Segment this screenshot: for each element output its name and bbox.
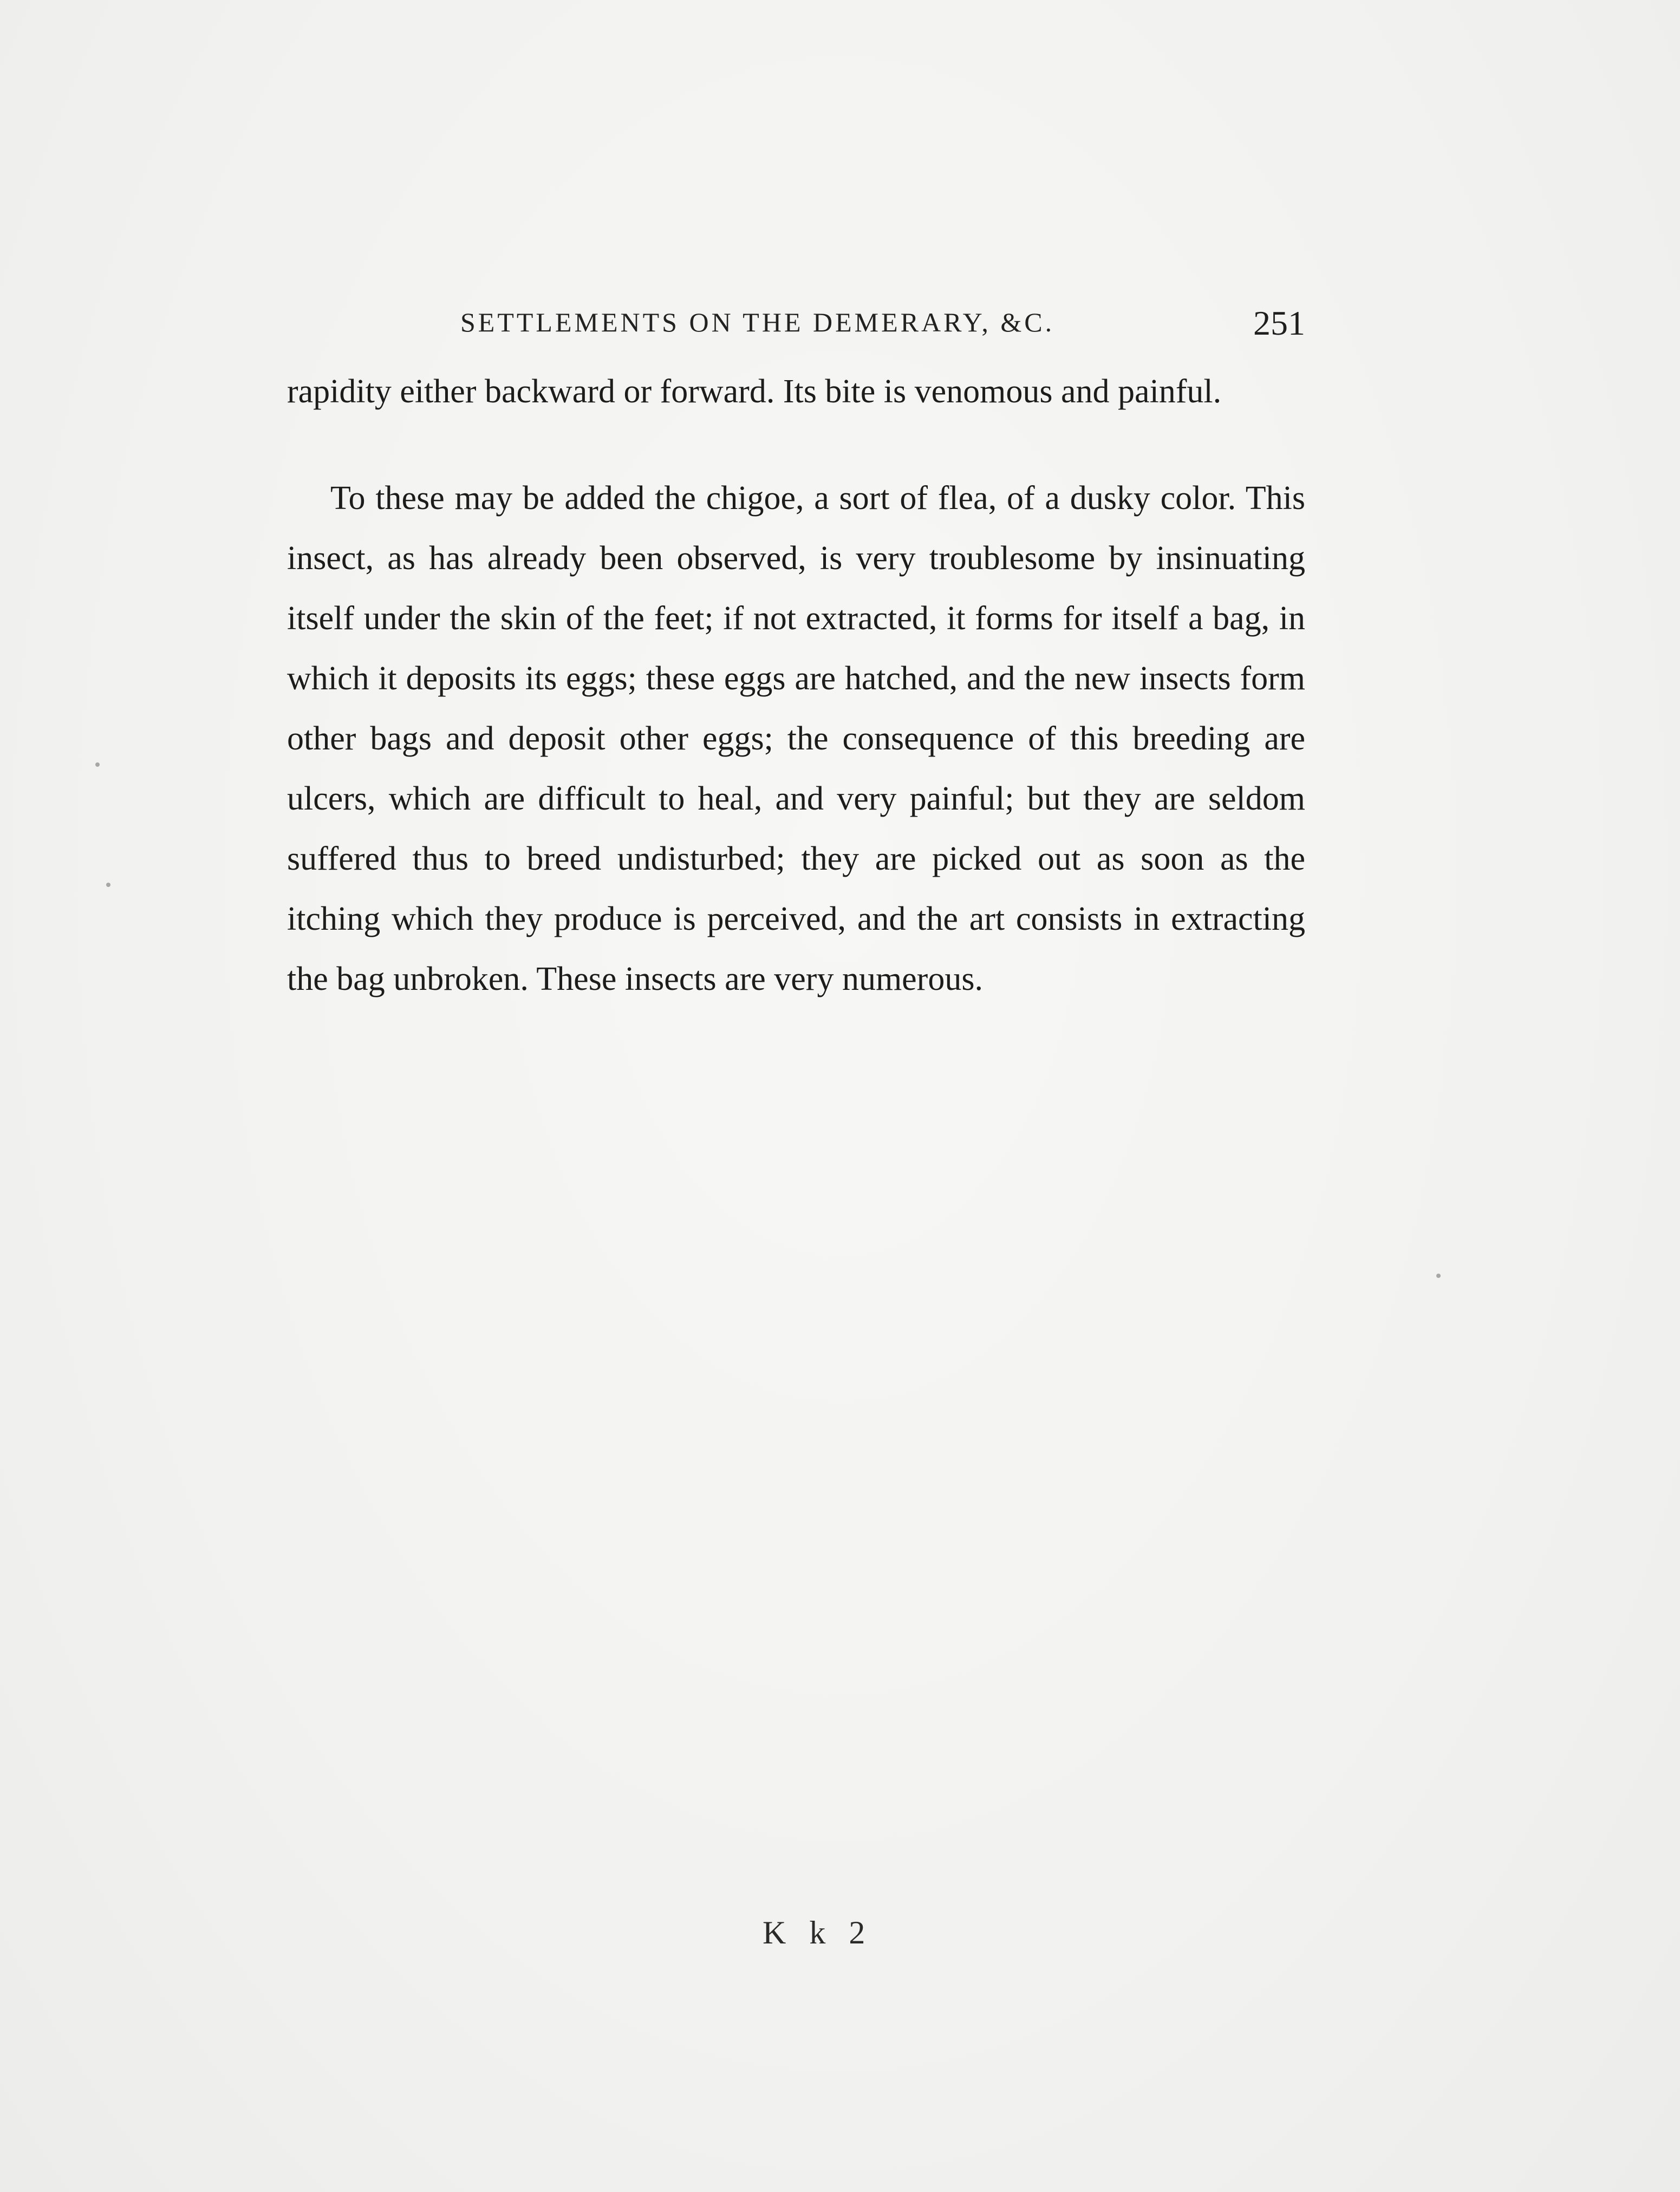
paragraph-continuation: rapidity either backward or forward. Its bite is venomous and painful. <box>287 373 1222 410</box>
signature-mark: K k 2 <box>763 1915 873 1950</box>
paragraph-chigoe: To these may be added the chigoe, a sort of flea, of a dusky color. This insect, as has already been observed, is very troublesome by insinuating itself under the skin of the feet; if not extracted, it forms for itself a bag, in which it deposits its eggs; these eggs are hatched, and the new insects form other bags and deposit other eggs; the consequence of this breeding are ulcers, which are difficult to heal, and very painful; but they are seldom suffered thus to breed undisturbed; they are picked out as soon as the itching which they produce is perceived, and the art consists in extracting the bag unbroken. These insects are very numerous. <box>287 480 1305 997</box>
paper-speck <box>1436 1274 1441 1278</box>
show-through-text <box>292 1484 1332 1544</box>
page-number: 251 <box>1253 304 1305 342</box>
running-head: SETTLEMENTS ON THE DEMERARY, &C. <box>460 307 1055 337</box>
page-header <box>287 303 1305 347</box>
show-through-text <box>292 1180 1332 1241</box>
body-text <box>287 362 1305 1009</box>
paper-speck <box>106 883 110 887</box>
paper-speck <box>95 762 100 767</box>
